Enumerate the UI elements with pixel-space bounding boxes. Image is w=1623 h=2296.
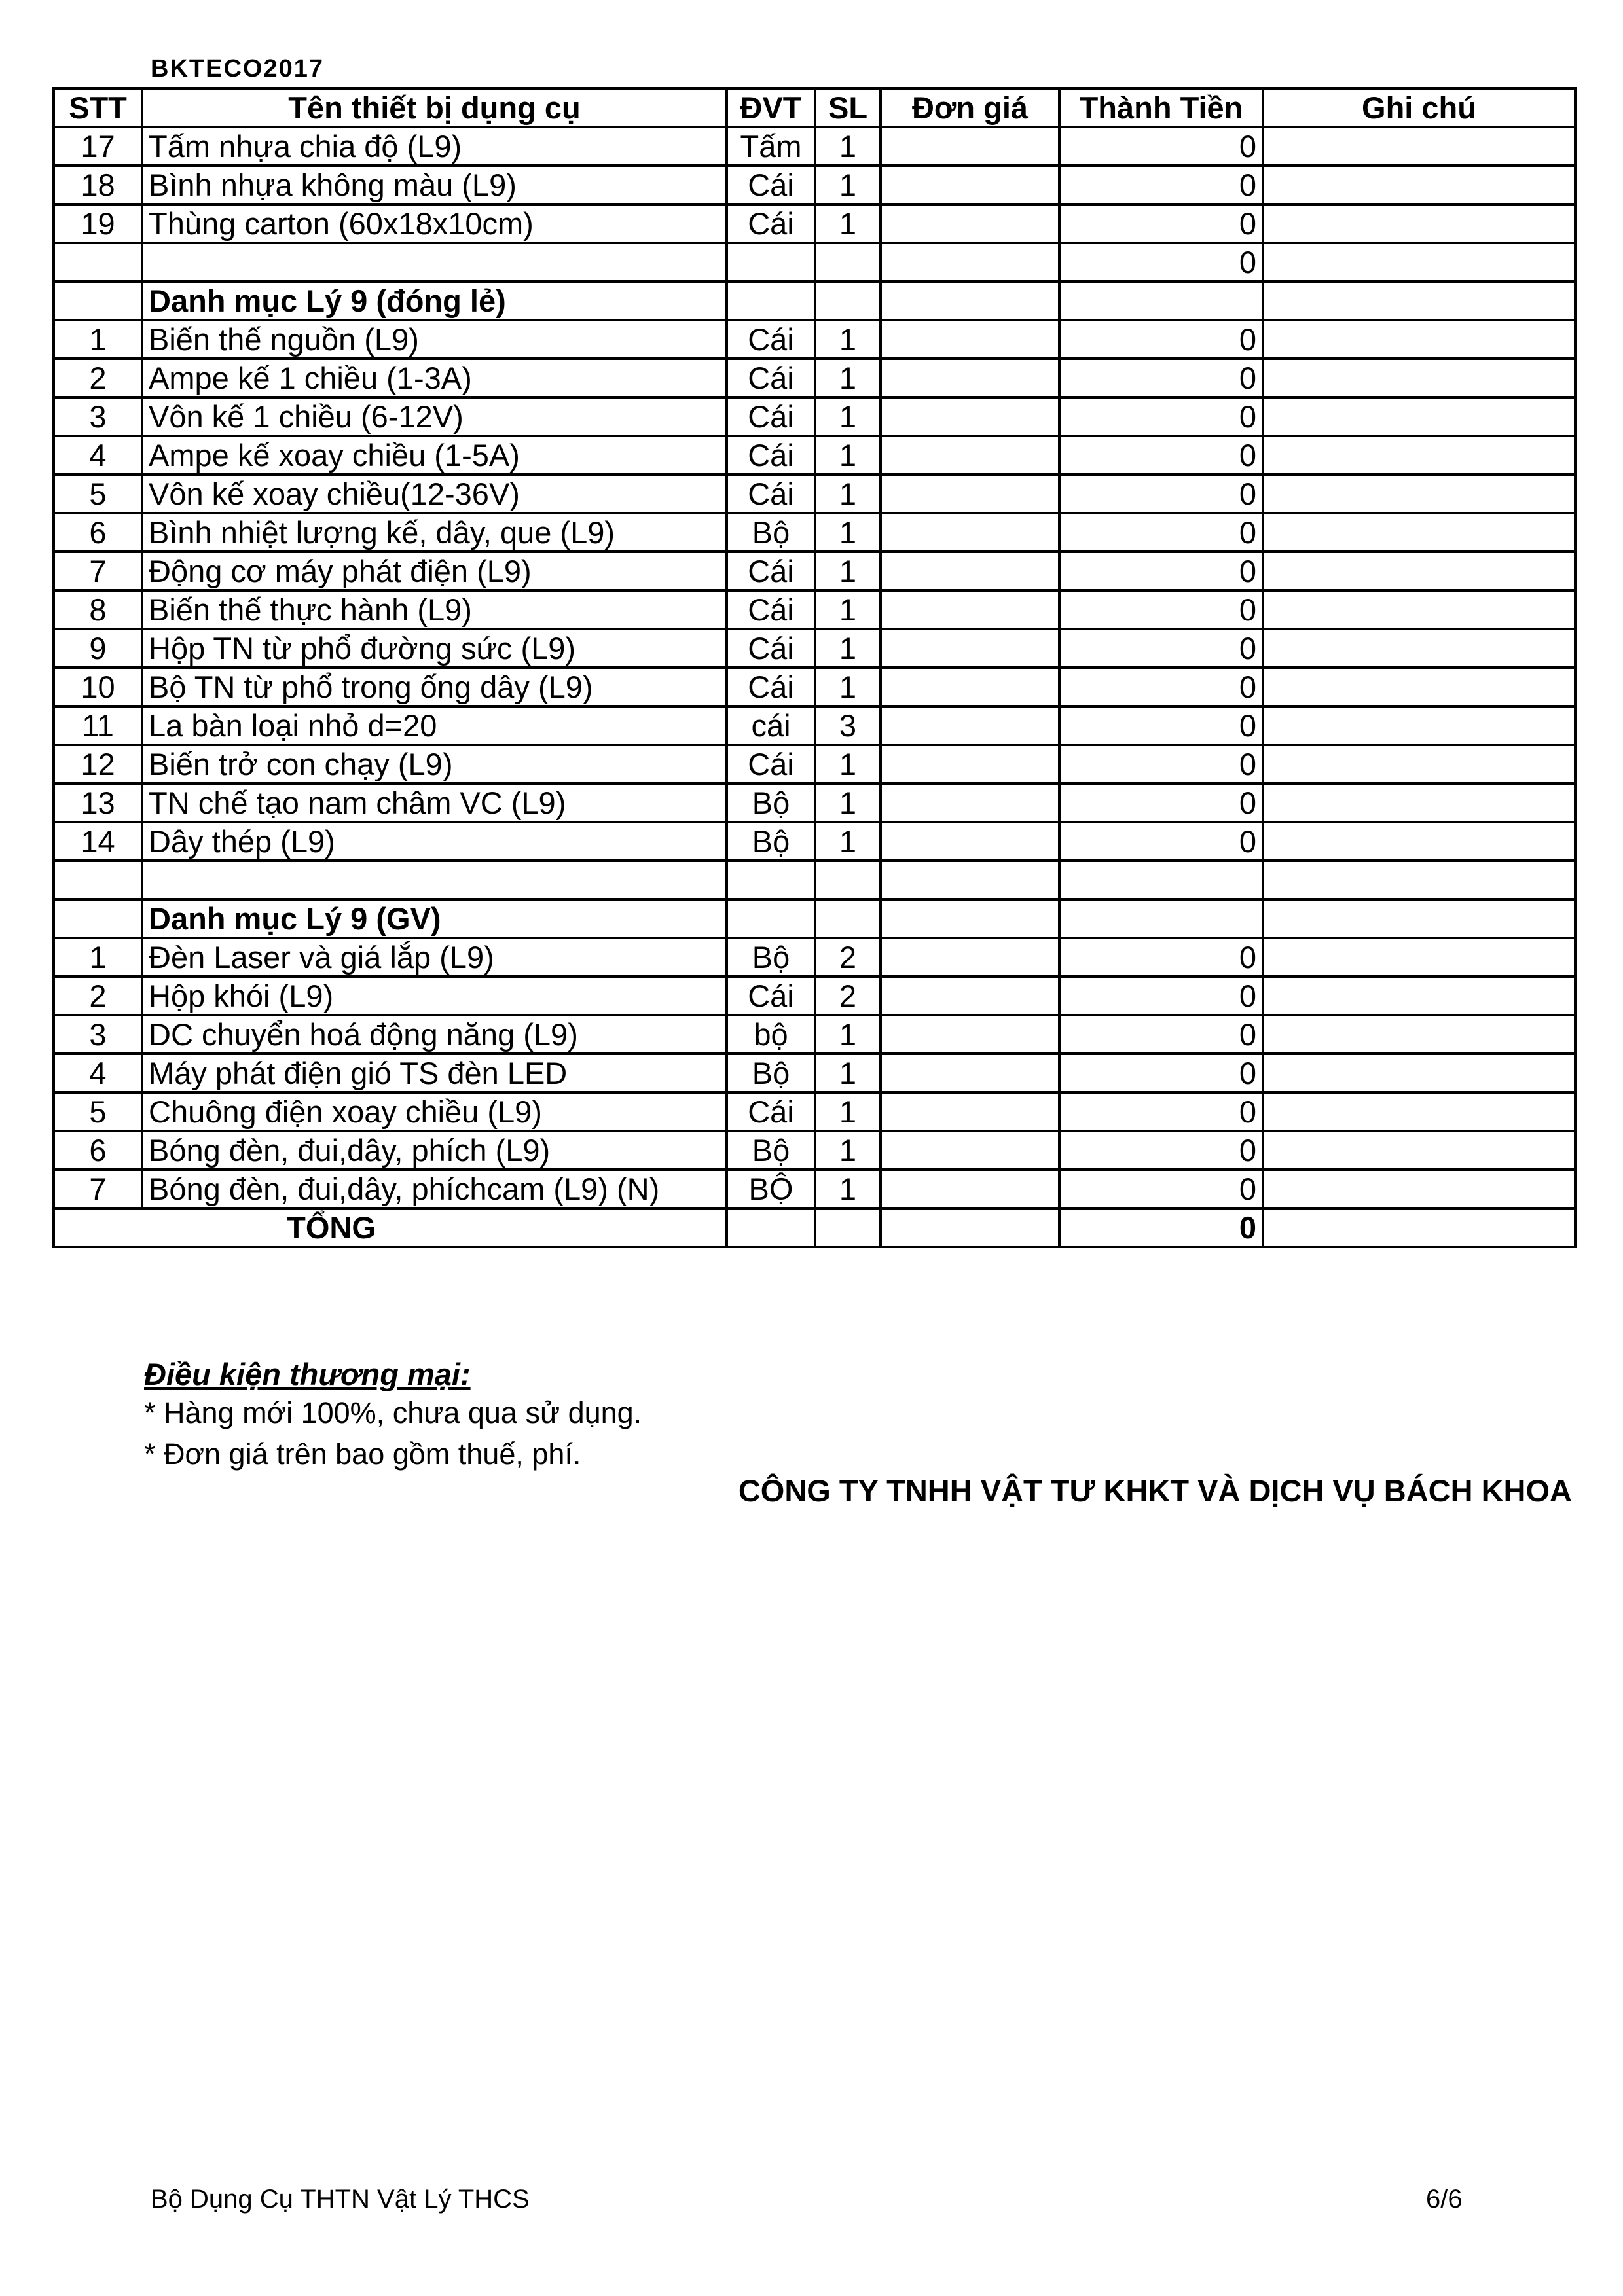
cell-name: Ampe kế xoay chiều (1-5A) xyxy=(142,436,727,475)
cell-note xyxy=(1263,436,1575,475)
cell-note xyxy=(1263,127,1575,166)
cell-amount: 0 xyxy=(1059,745,1263,783)
cell-stt: 6 xyxy=(54,1131,142,1170)
cell-qty: 1 xyxy=(815,436,881,475)
cell-price xyxy=(881,783,1059,822)
cell-stt: 19 xyxy=(54,204,142,243)
cell-qty: 1 xyxy=(815,513,881,552)
header-unit: ĐVT xyxy=(727,88,815,127)
cell-stt: 5 xyxy=(54,475,142,513)
cell-name: Hộp TN từ phổ đường sức (L9) xyxy=(142,629,727,668)
cell-price xyxy=(881,359,1059,397)
cell-price xyxy=(881,861,1059,899)
cell-amount: 0 xyxy=(1059,552,1263,590)
cell-amount: 0 xyxy=(1059,706,1263,745)
cell-qty xyxy=(815,861,881,899)
cell-price xyxy=(881,436,1059,475)
cell-stt: 13 xyxy=(54,783,142,822)
cell-price xyxy=(881,397,1059,436)
cell-stt: 1 xyxy=(54,938,142,977)
cell-qty: 1 xyxy=(815,668,881,706)
cell-price xyxy=(881,938,1059,977)
cell-qty: 1 xyxy=(815,127,881,166)
cell-price xyxy=(881,822,1059,861)
table-row xyxy=(54,861,1575,899)
cell-note xyxy=(1263,552,1575,590)
cell-note xyxy=(1263,475,1575,513)
cell-amount: 0 xyxy=(1059,668,1263,706)
cell-price xyxy=(881,1092,1059,1131)
cell-stt: 7 xyxy=(54,1170,142,1208)
cell-unit: Cái xyxy=(727,475,815,513)
cell-name: Biến trở con chạy (L9) xyxy=(142,745,727,783)
cell-qty: 1 xyxy=(815,745,881,783)
table-body xyxy=(54,127,1575,1208)
cell-stt: 9 xyxy=(54,629,142,668)
cell-stt: 5 xyxy=(54,1092,142,1131)
cell-qty: 1 xyxy=(815,166,881,204)
cell-unit: Cái xyxy=(727,436,815,475)
table-row xyxy=(54,1092,1575,1131)
cell-stt: 17 xyxy=(54,127,142,166)
cell-unit: Cái xyxy=(727,166,815,204)
table-row xyxy=(54,1131,1575,1170)
cell-qty: 1 xyxy=(815,1054,881,1092)
cell-stt: 8 xyxy=(54,590,142,629)
cell-stt xyxy=(54,899,142,938)
cell-amount: 0 xyxy=(1059,590,1263,629)
cell-note xyxy=(1263,1131,1575,1170)
cell-name xyxy=(142,861,727,899)
cell-stt xyxy=(54,243,142,281)
table-row xyxy=(54,706,1575,745)
cell-qty: 1 xyxy=(815,590,881,629)
cell-qty: 1 xyxy=(815,397,881,436)
table-row xyxy=(54,783,1575,822)
cell-qty: 1 xyxy=(815,320,881,359)
cell-qty: 1 xyxy=(815,204,881,243)
cell-name: DC chuyển hoá động năng (L9) xyxy=(142,1015,727,1054)
cell-price xyxy=(881,320,1059,359)
cell-amount: 0 xyxy=(1059,1131,1263,1170)
table-row xyxy=(54,320,1575,359)
cell-amount: 0 xyxy=(1059,1054,1263,1092)
header-qty: SL xyxy=(815,88,881,127)
cell-note xyxy=(1263,320,1575,359)
cell-note xyxy=(1263,783,1575,822)
cell-amount: 0 xyxy=(1059,629,1263,668)
total-note-cell xyxy=(1263,1208,1575,1247)
cell-unit: BỘ xyxy=(727,1170,815,1208)
cell-unit: Bộ xyxy=(727,822,815,861)
cell-name: TN chế tạo nam châm VC (L9) xyxy=(142,783,727,822)
cell-name: Bóng đèn, đui,dây, phích (L9) xyxy=(142,1131,727,1170)
cell-note xyxy=(1263,977,1575,1015)
cell-name: Vôn kế xoay chiều(12-36V) xyxy=(142,475,727,513)
cell-note xyxy=(1263,166,1575,204)
cell-unit: Bộ xyxy=(727,1054,815,1092)
cell-name xyxy=(142,243,727,281)
cell-unit: bộ xyxy=(727,1015,815,1054)
cell-note xyxy=(1263,668,1575,706)
document-code: BKTECO2017 xyxy=(151,55,324,82)
cell-qty: 1 xyxy=(815,1131,881,1170)
cell-qty: 1 xyxy=(815,1015,881,1054)
cell-amount: 0 xyxy=(1059,977,1263,1015)
header-amount: Thành Tiền xyxy=(1059,88,1263,127)
cell-price xyxy=(881,745,1059,783)
cell-note xyxy=(1263,1092,1575,1131)
table-row xyxy=(54,436,1575,475)
table-row xyxy=(54,552,1575,590)
cell-stt xyxy=(54,861,142,899)
cell-note xyxy=(1263,822,1575,861)
cell-stt: 10 xyxy=(54,668,142,706)
table-row xyxy=(54,590,1575,629)
terms-title: Điều kiện thương mại: xyxy=(144,1357,471,1391)
cell-name: Bình nhựa không màu (L9) xyxy=(142,166,727,204)
cell-price xyxy=(881,166,1059,204)
cell-name: La bàn loại nhỏ d=20 xyxy=(142,706,727,745)
cell-stt: 4 xyxy=(54,1054,142,1092)
cell-note xyxy=(1263,243,1575,281)
cell-stt: 1 xyxy=(54,320,142,359)
total-row xyxy=(54,1208,1575,1247)
cell-unit: Cái xyxy=(727,977,815,1015)
cell-stt: 3 xyxy=(54,397,142,436)
cell-name: Vôn kế 1 chiều (6-12V) xyxy=(142,397,727,436)
cell-unit: Cái xyxy=(727,397,815,436)
cell-price xyxy=(881,281,1059,320)
table-row xyxy=(54,127,1575,166)
cell-stt: 7 xyxy=(54,552,142,590)
table-row xyxy=(54,977,1575,1015)
cell-qty xyxy=(815,243,881,281)
cell-note xyxy=(1263,899,1575,938)
cell-price xyxy=(881,629,1059,668)
cell-price xyxy=(881,1170,1059,1208)
cell-name: Chuông điện xoay chiều (L9) xyxy=(142,1092,727,1131)
cell-note xyxy=(1263,590,1575,629)
cell-qty xyxy=(815,281,881,320)
cell-stt: 18 xyxy=(54,166,142,204)
cell-stt: 4 xyxy=(54,436,142,475)
cell-note xyxy=(1263,745,1575,783)
table-row xyxy=(54,938,1575,977)
terms-line: * Đơn giá trên bao gồm thuế, phí. xyxy=(144,1437,581,1471)
table-row xyxy=(54,513,1575,552)
cell-name: Bộ TN từ phổ trong ống dây (L9) xyxy=(142,668,727,706)
cell-unit: Bộ xyxy=(727,938,815,977)
cell-name: Động cơ máy phát điện (L9) xyxy=(142,552,727,590)
table-row xyxy=(54,745,1575,783)
cell-unit: cái xyxy=(727,706,815,745)
cell-unit: Cái xyxy=(727,629,815,668)
header-stt: STT xyxy=(54,88,142,127)
equipment-table xyxy=(52,87,1577,1248)
cell-price xyxy=(881,513,1059,552)
table-row xyxy=(54,475,1575,513)
table-row xyxy=(54,166,1575,204)
cell-note xyxy=(1263,629,1575,668)
header-name: Tên thiết bị dụng cụ xyxy=(142,88,727,127)
cell-qty: 1 xyxy=(815,783,881,822)
cell-amount: 0 xyxy=(1059,1092,1263,1131)
cell-unit: Bộ xyxy=(727,783,815,822)
cell-name: Bình nhiệt lượng kế, dây, que (L9) xyxy=(142,513,727,552)
cell-price xyxy=(881,977,1059,1015)
cell-unit: Cái xyxy=(727,668,815,706)
cell-qty xyxy=(815,899,881,938)
cell-qty: 1 xyxy=(815,629,881,668)
cell-unit xyxy=(727,861,815,899)
table-row xyxy=(54,243,1575,281)
cell-price xyxy=(881,552,1059,590)
company-name: CÔNG TY TNHH VẬT TƯ KHKT VÀ DỊCH VỤ BÁCH KHOA xyxy=(738,1473,1572,1508)
cell-amount xyxy=(1059,861,1263,899)
header-note: Ghi chú xyxy=(1263,88,1575,127)
cell-amount: 0 xyxy=(1059,783,1263,822)
cell-unit: Cái xyxy=(727,204,815,243)
cell-price xyxy=(881,590,1059,629)
cell-name: Danh mục Lý 9 (đóng lẻ) xyxy=(142,281,727,320)
table-row xyxy=(54,1170,1575,1208)
cell-price xyxy=(881,1015,1059,1054)
cell-unit xyxy=(727,281,815,320)
cell-note xyxy=(1263,938,1575,977)
section-header-row xyxy=(54,899,1575,938)
cell-qty: 2 xyxy=(815,977,881,1015)
cell-name: Tấm nhựa chia độ (L9) xyxy=(142,127,727,166)
cell-name: Biến thế thực hành (L9) xyxy=(142,590,727,629)
cell-qty: 1 xyxy=(815,1092,881,1131)
cell-note xyxy=(1263,281,1575,320)
cell-note xyxy=(1263,204,1575,243)
cell-amount: 0 xyxy=(1059,359,1263,397)
cell-note xyxy=(1263,359,1575,397)
cell-amount: 0 xyxy=(1059,475,1263,513)
cell-amount: 0 xyxy=(1059,397,1263,436)
cell-qty: 1 xyxy=(815,822,881,861)
cell-note xyxy=(1263,861,1575,899)
cell-amount: 0 xyxy=(1059,166,1263,204)
table-row xyxy=(54,1015,1575,1054)
cell-amount: 0 xyxy=(1059,243,1263,281)
cell-unit: Cái xyxy=(727,745,815,783)
cell-price xyxy=(881,127,1059,166)
cell-price xyxy=(881,204,1059,243)
cell-price xyxy=(881,706,1059,745)
cell-unit: Cái xyxy=(727,359,815,397)
table-row xyxy=(54,668,1575,706)
cell-unit xyxy=(727,899,815,938)
cell-price xyxy=(881,243,1059,281)
cell-name: Danh mục Lý 9 (GV) xyxy=(142,899,727,938)
cell-amount: 0 xyxy=(1059,1015,1263,1054)
table-row xyxy=(54,204,1575,243)
table-row xyxy=(54,629,1575,668)
cell-note xyxy=(1263,1170,1575,1208)
cell-unit xyxy=(727,243,815,281)
cell-amount: 0 xyxy=(1059,1170,1263,1208)
cell-name: Biến thế nguồn (L9) xyxy=(142,320,727,359)
cell-note xyxy=(1263,397,1575,436)
cell-amount: 0 xyxy=(1059,513,1263,552)
cell-qty: 3 xyxy=(815,706,881,745)
cell-amount: 0 xyxy=(1059,127,1263,166)
cell-name: Bóng đèn, đui,dây, phíchcam (L9) (N) xyxy=(142,1170,727,1208)
cell-price xyxy=(881,668,1059,706)
cell-amount: 0 xyxy=(1059,204,1263,243)
cell-stt: 12 xyxy=(54,745,142,783)
cell-unit: Cái xyxy=(727,590,815,629)
total-unit-cell xyxy=(727,1208,815,1247)
cell-unit: Bộ xyxy=(727,513,815,552)
cell-qty: 2 xyxy=(815,938,881,977)
table-row xyxy=(54,397,1575,436)
table-row xyxy=(54,822,1575,861)
cell-qty: 1 xyxy=(815,475,881,513)
total-price-cell xyxy=(881,1208,1059,1247)
cell-note xyxy=(1263,513,1575,552)
cell-qty: 1 xyxy=(815,1170,881,1208)
footer-title: Bộ Dụng Cụ THTN Vật Lý THCS xyxy=(151,2185,530,2214)
table-row xyxy=(54,359,1575,397)
cell-amount: 0 xyxy=(1059,822,1263,861)
cell-amount: 0 xyxy=(1059,938,1263,977)
cell-amount: 0 xyxy=(1059,320,1263,359)
section-header-row xyxy=(54,281,1575,320)
total-amount: 0 xyxy=(1059,1208,1263,1247)
cell-note xyxy=(1263,1054,1575,1092)
cell-amount: 0 xyxy=(1059,436,1263,475)
cell-stt: 6 xyxy=(54,513,142,552)
page-number: 6/6 xyxy=(1426,2185,1463,2214)
cell-unit: Cái xyxy=(727,552,815,590)
cell-unit: Cái xyxy=(727,320,815,359)
cell-unit: Bộ xyxy=(727,1131,815,1170)
terms-line: * Hàng mới 100%, chưa qua sử dụng. xyxy=(144,1396,642,1429)
cell-price xyxy=(881,899,1059,938)
total-qty-cell xyxy=(815,1208,881,1247)
cell-price xyxy=(881,1131,1059,1170)
cell-stt: 2 xyxy=(54,977,142,1015)
cell-amount xyxy=(1059,281,1263,320)
cell-name: Hộp khói (L9) xyxy=(142,977,727,1015)
cell-stt: 11 xyxy=(54,706,142,745)
cell-stt: 2 xyxy=(54,359,142,397)
cell-amount xyxy=(1059,899,1263,938)
cell-name: Ampe kế 1 chiều (1-3A) xyxy=(142,359,727,397)
cell-name: Máy phát điện gió TS đèn LED xyxy=(142,1054,727,1092)
cell-note xyxy=(1263,706,1575,745)
cell-unit: Tấm xyxy=(727,127,815,166)
table-header-row xyxy=(54,88,1575,127)
cell-unit: Cái xyxy=(727,1092,815,1131)
cell-stt: 14 xyxy=(54,822,142,861)
cell-qty: 1 xyxy=(815,552,881,590)
header-price: Đơn giá xyxy=(881,88,1059,127)
cell-name: Thùng carton (60x18x10cm) xyxy=(142,204,727,243)
cell-note xyxy=(1263,1015,1575,1054)
cell-name: Dây thép (L9) xyxy=(142,822,727,861)
cell-stt: 3 xyxy=(54,1015,142,1054)
table-row xyxy=(54,1054,1575,1092)
cell-qty: 1 xyxy=(815,359,881,397)
cell-name: Đèn Laser và giá lắp (L9) xyxy=(142,938,727,977)
cell-price xyxy=(881,475,1059,513)
total-label: TỔNG xyxy=(54,1208,727,1247)
cell-price xyxy=(881,1054,1059,1092)
cell-stt xyxy=(54,281,142,320)
